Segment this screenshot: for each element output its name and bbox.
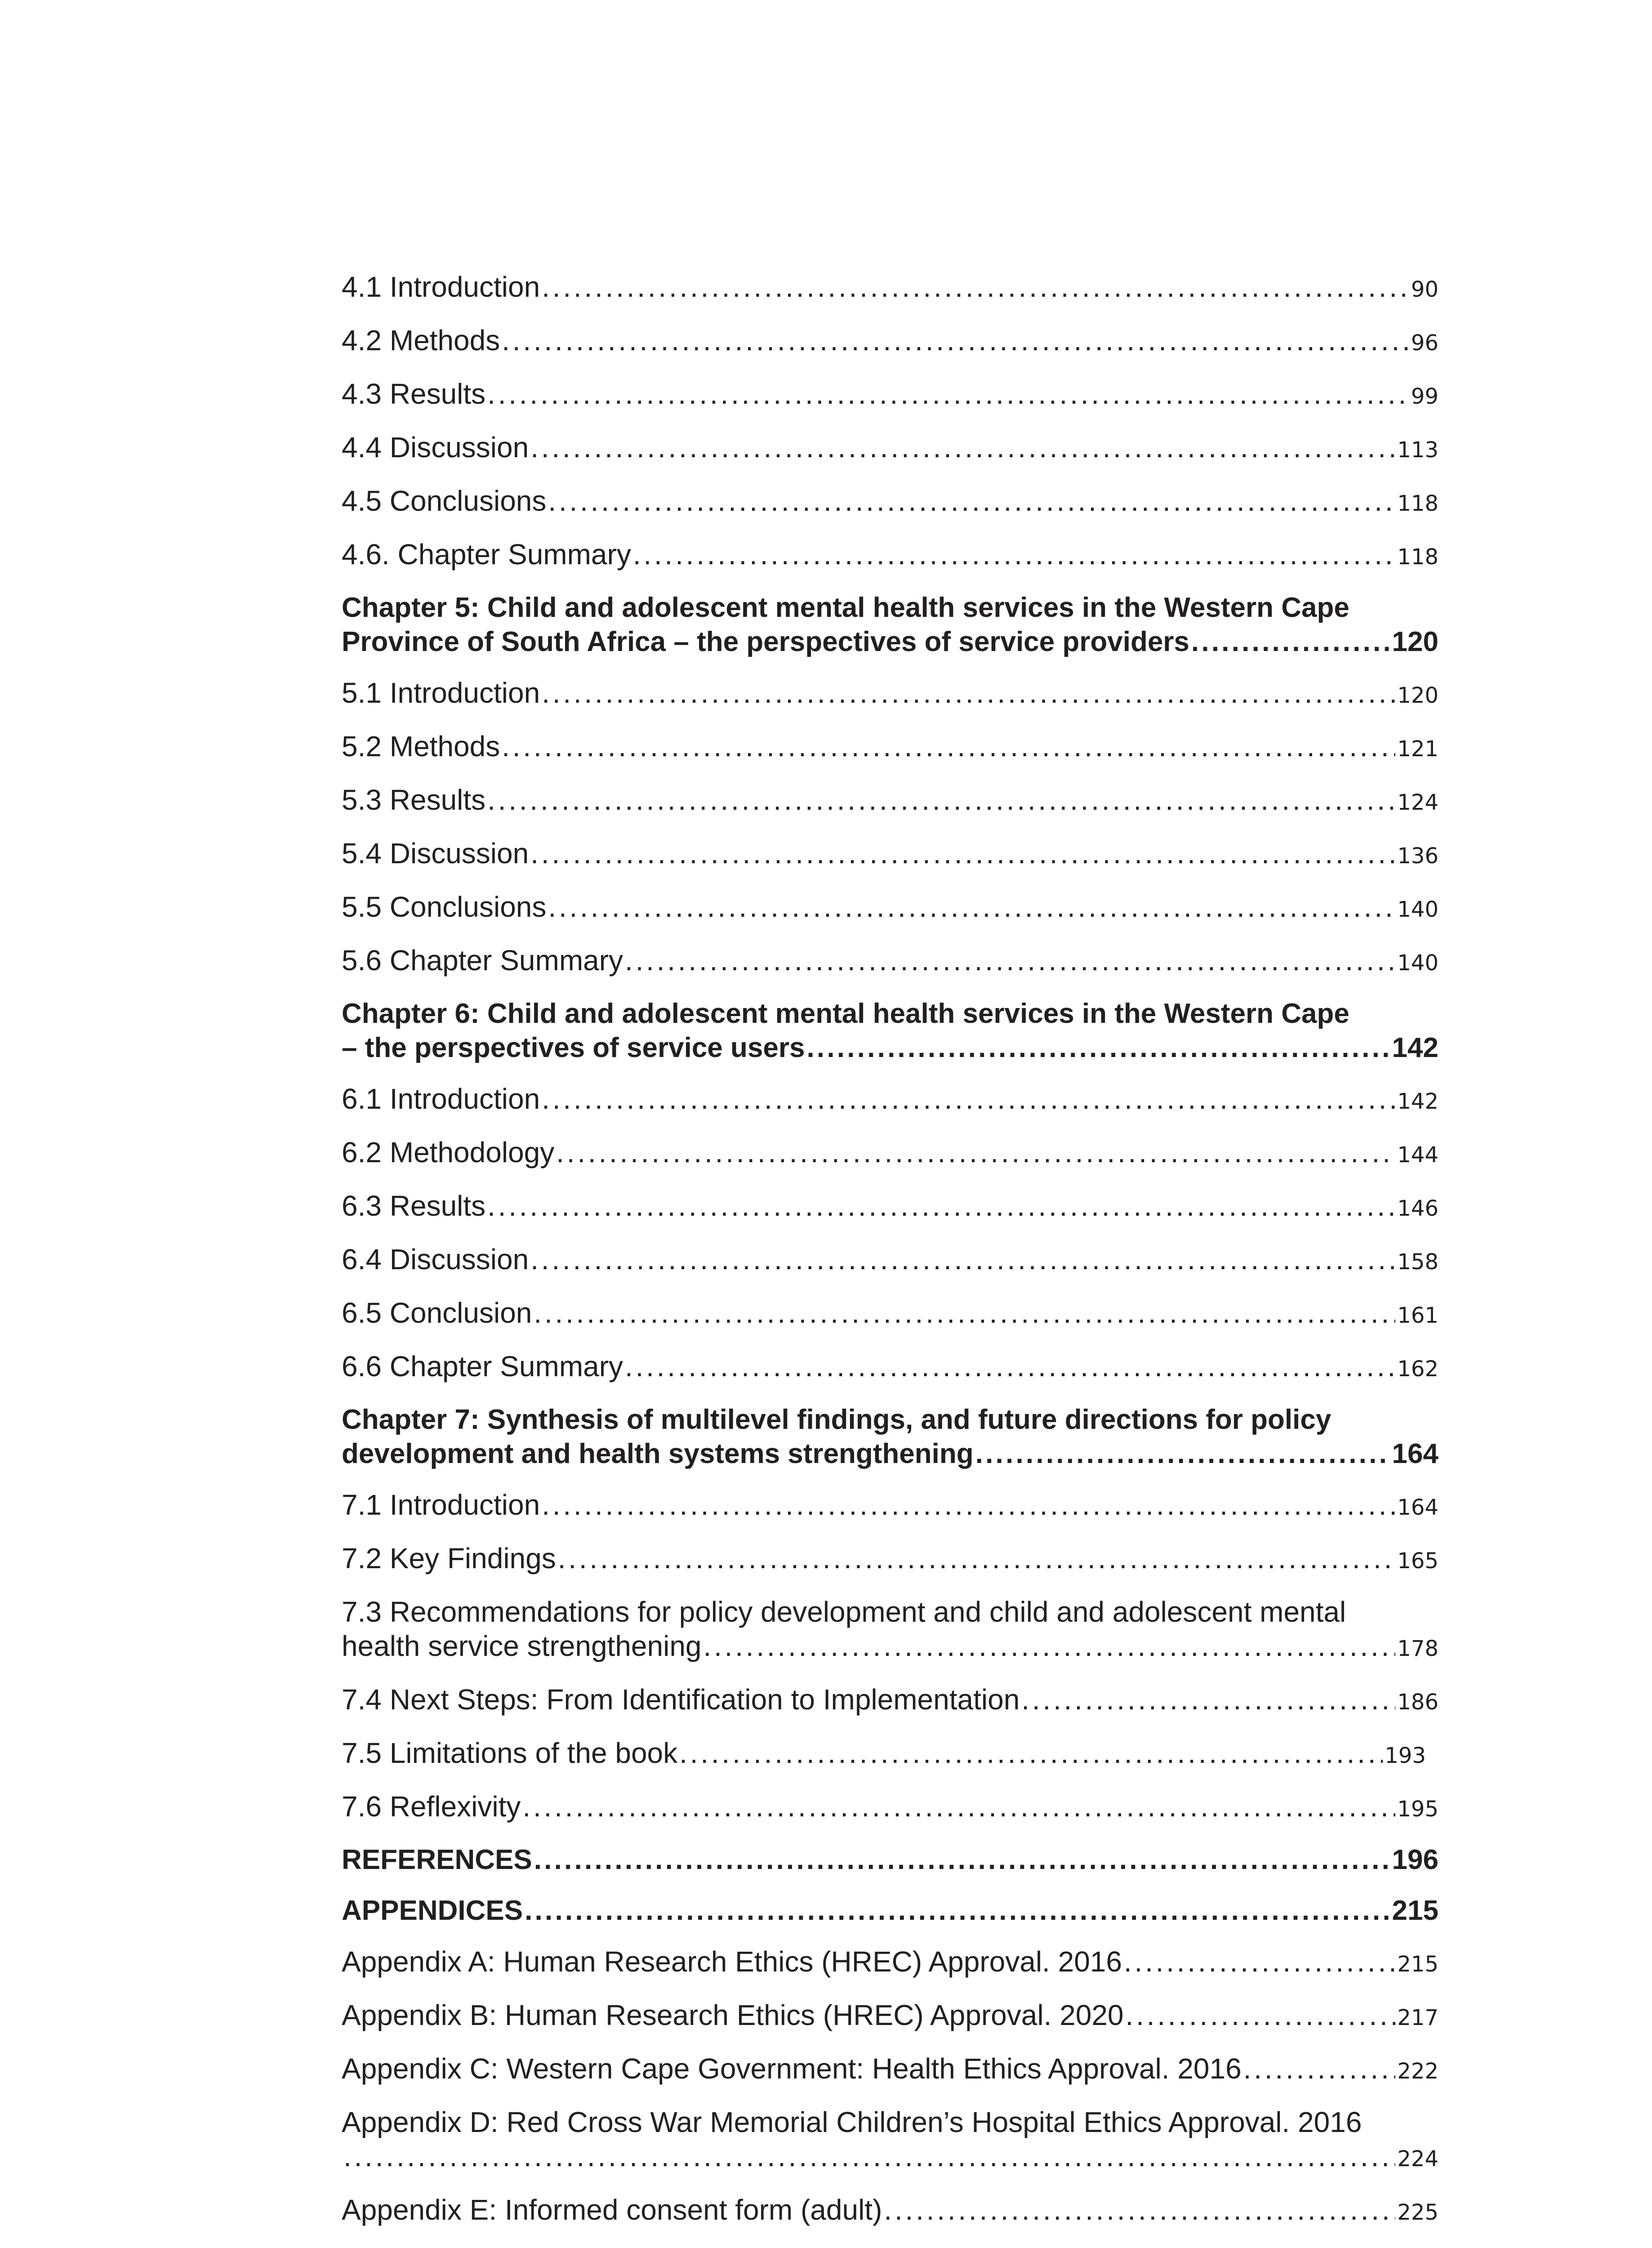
toc-entry-page: 217	[1397, 2005, 1438, 2030]
toc-entry[interactable]	[342, 1736, 1438, 1773]
dot-leader	[534, 1843, 1390, 1877]
toc-entry-title: – the perspectives of service users	[342, 1032, 805, 1063]
toc-entry-page: 222	[1397, 2059, 1438, 2084]
toc-entry[interactable]	[342, 729, 1438, 766]
toc-entry-page: 165	[1397, 1548, 1438, 1574]
toc-entry-page: 161	[1397, 1303, 1438, 1328]
toc-entry-page: 144	[1397, 1142, 1438, 1168]
dot-leader	[343, 2139, 1395, 2173]
toc-entry[interactable]	[342, 1082, 1438, 1119]
toc-entry[interactable]	[342, 1945, 1438, 1981]
toc-entry-page: 158	[1397, 1249, 1438, 1275]
dot-leader	[487, 377, 1409, 411]
dot-leader	[542, 270, 1409, 304]
toc-entry-page: 142	[1392, 1032, 1438, 1063]
toc-entry-title: 5.4 Discussion	[342, 837, 529, 870]
dot-leader	[548, 890, 1395, 924]
toc-entry-page: 225	[1397, 2200, 1438, 2225]
toc-entry[interactable]	[342, 676, 1438, 713]
dot-leader	[502, 323, 1409, 357]
toc-entry[interactable]	[342, 1488, 1438, 1525]
toc-entry-page: 113	[1397, 437, 1438, 463]
dot-leader	[1124, 1945, 1395, 1979]
toc-entry-page: 164	[1397, 1495, 1438, 1520]
toc-entry-page: 196	[1392, 1844, 1438, 1875]
toc-entry[interactable]	[342, 1998, 1438, 2035]
toc-entry-title-line1: Appendix D: Red Cross War Memorial Children’s Hospital Ethics Approval. 2016	[342, 2106, 1362, 2138]
dot-leader	[530, 1242, 1395, 1276]
toc-entry[interactable]	[342, 377, 1438, 414]
toc-entry[interactable]	[342, 783, 1438, 820]
toc-entry-title: 6.4 Discussion	[342, 1243, 529, 1276]
toc-entry-page: 120	[1392, 626, 1438, 657]
toc-entry[interactable]	[342, 2052, 1438, 2088]
dot-leader	[487, 783, 1395, 817]
toc-entry[interactable]	[342, 484, 1438, 521]
toc-entry-title: 4.6. Chapter Summary	[342, 538, 631, 571]
toc-entry-title: 4.4 Discussion	[342, 431, 529, 464]
dot-leader	[679, 1736, 1383, 1770]
toc-entry-page: 146	[1397, 1196, 1438, 1221]
toc-entry-title: Province of South Africa – the perspectives of service providers	[342, 626, 1189, 657]
toc-entry[interactable]	[342, 1789, 1438, 1826]
table-of-contents	[342, 270, 1438, 2246]
toc-entry-title: 5.5 Conclusions	[342, 891, 547, 923]
toc-entry-title: development and health systems strengthening	[342, 1438, 974, 1469]
toc-entry-title: Appendix E: Informed consent form (adult)	[342, 2194, 882, 2226]
toc-entry[interactable]	[342, 270, 1438, 307]
toc-entry-title: 7.6 Reflexivity	[342, 1790, 521, 1823]
toc-entry-title: 5.6 Chapter Summary	[342, 944, 623, 977]
toc-entry[interactable]	[342, 537, 1438, 574]
toc-entry-title: 4.1 Introduction	[342, 271, 540, 303]
toc-entry-title: 6.6 Chapter Summary	[342, 1350, 623, 1383]
toc-entry-title: 7.5 Limitations of the book	[342, 1737, 678, 1769]
dot-leader	[806, 1031, 1390, 1065]
toc-entry-page: 195	[1397, 1797, 1438, 1822]
toc-entry-page: 215	[1392, 1895, 1438, 1926]
toc-chapter-entry[interactable]	[342, 591, 1438, 659]
dot-leader	[1126, 1998, 1396, 2032]
dot-leader	[530, 836, 1395, 870]
toc-entry-title: 6.1 Introduction	[342, 1083, 540, 1115]
toc-appendices-entry[interactable]	[342, 1894, 1438, 1928]
toc-entry-title: 7.2 Key Findings	[342, 1542, 556, 1574]
toc-entry-title: APPENDICES	[342, 1895, 523, 1926]
toc-entry-page: 118	[1397, 491, 1438, 516]
toc-entry[interactable]	[342, 1349, 1438, 1386]
toc-entry[interactable]	[342, 890, 1438, 927]
toc-entry-title: Appendix A: Human Research Ethics (HREC) Approval. 2016	[342, 1945, 1122, 1978]
toc-entry-page: 215	[1397, 1952, 1438, 1977]
toc-entry-page: 124	[1397, 790, 1438, 815]
toc-entry[interactable]	[342, 430, 1438, 467]
toc-entry-page: 186	[1397, 1690, 1438, 1715]
toc-entry-title: Appendix B: Human Research Ethics (HREC) Approval. 2020	[342, 1999, 1124, 2031]
toc-entry-page: 193	[1385, 1743, 1426, 1768]
toc-entry-page: 162	[1397, 1356, 1438, 1382]
toc-entry-page: 99	[1411, 384, 1438, 409]
dot-leader	[975, 1437, 1390, 1471]
toc-entry-title: 5.2 Methods	[342, 730, 500, 763]
toc-entry[interactable]	[342, 1541, 1438, 1578]
toc-entry-title: 5.1 Introduction	[342, 677, 540, 709]
dot-leader	[542, 676, 1395, 710]
toc-entry-title: REFERENCES	[342, 1844, 532, 1875]
toc-entry-title: 7.1 Introduction	[342, 1489, 540, 1521]
toc-entry[interactable]	[342, 943, 1438, 980]
dot-leader	[1021, 1682, 1395, 1717]
dot-leader	[542, 1082, 1395, 1116]
toc-chapter-entry[interactable]	[342, 997, 1438, 1065]
toc-entry-title: 4.3 Results	[342, 378, 486, 410]
dot-leader	[522, 1789, 1395, 1824]
dot-leader	[530, 430, 1395, 464]
dot-leader	[542, 1488, 1395, 1522]
toc-references-entry[interactable]	[342, 1843, 1438, 1877]
toc-entry-page: 178	[1397, 1636, 1438, 1661]
toc-entry-title: 6.2 Methodology	[342, 1136, 555, 1169]
toc-entry-page: 164	[1392, 1438, 1438, 1469]
dot-leader	[633, 537, 1396, 571]
dot-leader	[534, 1296, 1395, 1330]
toc-entry[interactable]	[342, 1296, 1438, 1333]
dot-leader	[884, 2193, 1395, 2227]
toc-entry-title: 6.5 Conclusion	[342, 1297, 532, 1329]
toc-entry[interactable]	[342, 1595, 1438, 1666]
toc-entry[interactable]	[342, 1682, 1438, 1719]
toc-entry-page: 136	[1397, 843, 1438, 869]
toc-entry-title: 6.3 Results	[342, 1190, 486, 1222]
toc-entry-title: 5.3 Results	[342, 784, 486, 816]
dot-leader	[502, 729, 1395, 763]
toc-entry-page: 142	[1397, 1089, 1438, 1114]
dot-leader	[487, 1189, 1395, 1223]
toc-entry-title: health service strengthening	[342, 1630, 702, 1662]
toc-entry-title: 4.2 Methods	[342, 324, 500, 357]
dot-leader	[548, 484, 1395, 518]
toc-entry-title-line1: Chapter 7: Synthesis of multilevel findings, and future directions for policy	[342, 1404, 1331, 1435]
toc-entry-page: 96	[1411, 330, 1438, 356]
toc-entry-page: 118	[1397, 544, 1438, 570]
toc-chapter-entry[interactable]	[342, 1403, 1438, 1471]
toc-entry-title: 4.5 Conclusions	[342, 485, 547, 517]
toc-entry-page: 120	[1397, 683, 1438, 708]
toc-entry[interactable]	[342, 1189, 1438, 1226]
toc-entry-title-line1: Chapter 5: Child and adolescent mental health services in the Western Cape	[342, 592, 1349, 623]
dot-leader	[556, 1135, 1395, 1169]
toc-entry[interactable]	[342, 323, 1438, 360]
toc-entry-page: 90	[1411, 277, 1438, 302]
dot-leader	[1243, 2052, 1396, 2086]
toc-entry-page: 140	[1397, 950, 1438, 976]
dot-leader	[525, 1894, 1390, 1928]
toc-entry[interactable]	[342, 1135, 1438, 1172]
dot-leader	[625, 943, 1395, 977]
toc-entry-title: 7.4 Next Steps: From Identification to Implementation	[342, 1683, 1020, 1716]
dot-leader	[1191, 625, 1390, 659]
toc-entry[interactable]	[342, 836, 1438, 873]
toc-entry[interactable]	[342, 2193, 1438, 2230]
toc-entry[interactable]	[342, 2105, 1438, 2176]
toc-entry-page: 224	[1397, 2146, 1438, 2172]
toc-entry-title-line1: Chapter 6: Child and adolescent mental health services in the Western Cape	[342, 998, 1349, 1029]
toc-entry-title: Appendix C: Western Cape Government: Health Ethics Approval. 2016	[342, 2052, 1242, 2085]
toc-entry[interactable]	[342, 1242, 1438, 1279]
dot-leader	[625, 1349, 1395, 1383]
dot-leader	[558, 1541, 1396, 1575]
dot-leader	[704, 1629, 1396, 1663]
toc-entry-page: 140	[1397, 897, 1438, 922]
toc-entry-title-line1: 7.3 Recommendations for policy development and child and adolescent mental	[342, 1596, 1346, 1628]
toc-entry-page: 121	[1397, 736, 1438, 762]
